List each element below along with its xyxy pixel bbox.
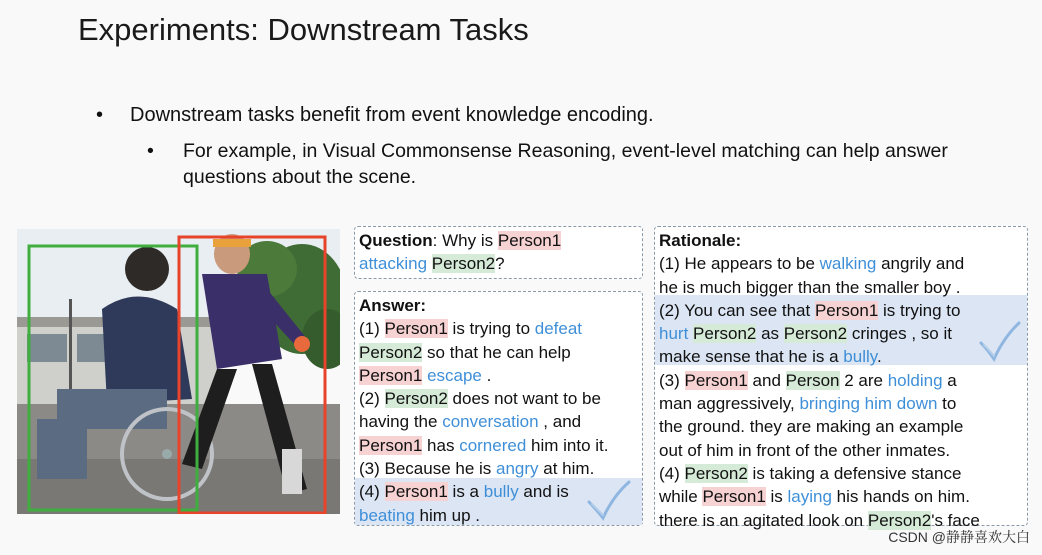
rationale-line: (2) You can see that Person1 is trying to: [659, 300, 961, 320]
answer-line: Person1 escape .: [359, 365, 492, 385]
person2-tag: Person2: [693, 324, 757, 344]
bullet-dot: •: [147, 140, 154, 162]
rationale-line: while Person1 is laying his hands on him.: [659, 487, 970, 507]
rationale-line: he is much bigger than the smaller boy .: [659, 277, 961, 297]
event-verb: attacking: [359, 254, 428, 274]
slide-title: Experiments: Downstream Tasks: [78, 12, 529, 47]
answer-line: beating him up .: [359, 505, 480, 525]
answer-line: (4) Person1 is a bully and is: [359, 482, 569, 502]
answer-line: (1) Person1 is trying to defeat: [359, 319, 583, 339]
rationale-line: (3) Person1 and Person 2 are holding a: [659, 370, 957, 390]
checkmark-icon: [585, 478, 633, 522]
person1-tag: Person1: [359, 435, 423, 455]
event-verb: laying: [787, 487, 832, 507]
event-verb: hurt: [659, 324, 689, 344]
answer-line: (2) Person2 does not want to be: [359, 389, 601, 409]
answer-line: (3) Because he is angry at him.: [359, 459, 595, 479]
rationale-line: out of him in front of the other inmates.: [659, 440, 951, 460]
bullet-text: For example, in Visual Commonsense Reasoning, event-level matching can help answer questions about the scene.: [183, 140, 948, 188]
rationale-line: make sense that he is a bully.: [659, 347, 882, 367]
question-text: Why is: [437, 231, 498, 250]
person2-tag: Person2: [783, 324, 848, 344]
person2-tag: Person2: [384, 389, 448, 409]
person2-tag: Person2: [359, 342, 423, 362]
person1-tag: Person1: [814, 300, 879, 320]
event-verb: angry: [496, 459, 539, 479]
rationale-line: the ground. they are making an example: [659, 417, 964, 437]
rationale-line: hurt Person2 as Person2 cringes , so it: [659, 324, 952, 344]
answer-label: Answer:: [359, 296, 427, 315]
person2-tag: Person2: [431, 254, 496, 274]
checkmark-icon: [977, 319, 1023, 363]
rationale-label: Rationale:: [659, 231, 742, 250]
rationale-line: there is an agitated look on Person2's face: [659, 510, 980, 530]
person1-tag: Person1: [497, 231, 562, 250]
event-verb: bully: [483, 482, 519, 502]
person1-tag: Person1: [359, 365, 423, 385]
person2-tag: Person2: [684, 463, 748, 483]
rationale-line: man aggressively, bringing him down to: [659, 394, 957, 414]
person2-tag: Person2: [867, 510, 932, 530]
event-verb: defeat: [534, 319, 583, 339]
answer-box: [354, 291, 643, 526]
person1-tag: Person1: [384, 319, 448, 339]
person2-tag: Person: [785, 370, 840, 390]
question-text: ?: [495, 254, 505, 274]
person1-tag: Person1: [384, 482, 448, 502]
question-box: [354, 226, 643, 279]
event-verb: beating: [359, 505, 415, 525]
bullet-dot: •: [96, 104, 104, 126]
event-verb: bringing him down: [799, 394, 938, 414]
answer-line: Person1 has cornered him into it.: [359, 435, 609, 455]
question-label: Question: [359, 231, 433, 250]
event-verb: cornered: [459, 435, 527, 455]
event-verb: escape: [427, 365, 482, 385]
question-text: :: [432, 231, 438, 250]
event-verb: bully: [843, 347, 877, 367]
rationale-box: [654, 226, 1028, 530]
scene-photo: [17, 229, 340, 514]
event-verb: conversation: [442, 412, 539, 432]
person1-tag: Person1: [702, 487, 766, 507]
answer-line: Person2 so that he can help: [359, 342, 571, 362]
rationale-line: (4) Person2 is taking a defensive stance: [659, 463, 962, 483]
answer-line: having the conversation , and: [359, 412, 582, 432]
person1-tag: Person1: [684, 370, 748, 390]
bullet-text: Downstream tasks benefit from event knowledge encoding.: [130, 104, 654, 126]
watermark: CSDN @静静喜欢大白: [888, 529, 1030, 545]
event-verb: walking: [819, 254, 877, 274]
rationale-line: (1) He appears to be walking angrily and: [659, 254, 965, 274]
event-verb: holding: [887, 370, 943, 390]
